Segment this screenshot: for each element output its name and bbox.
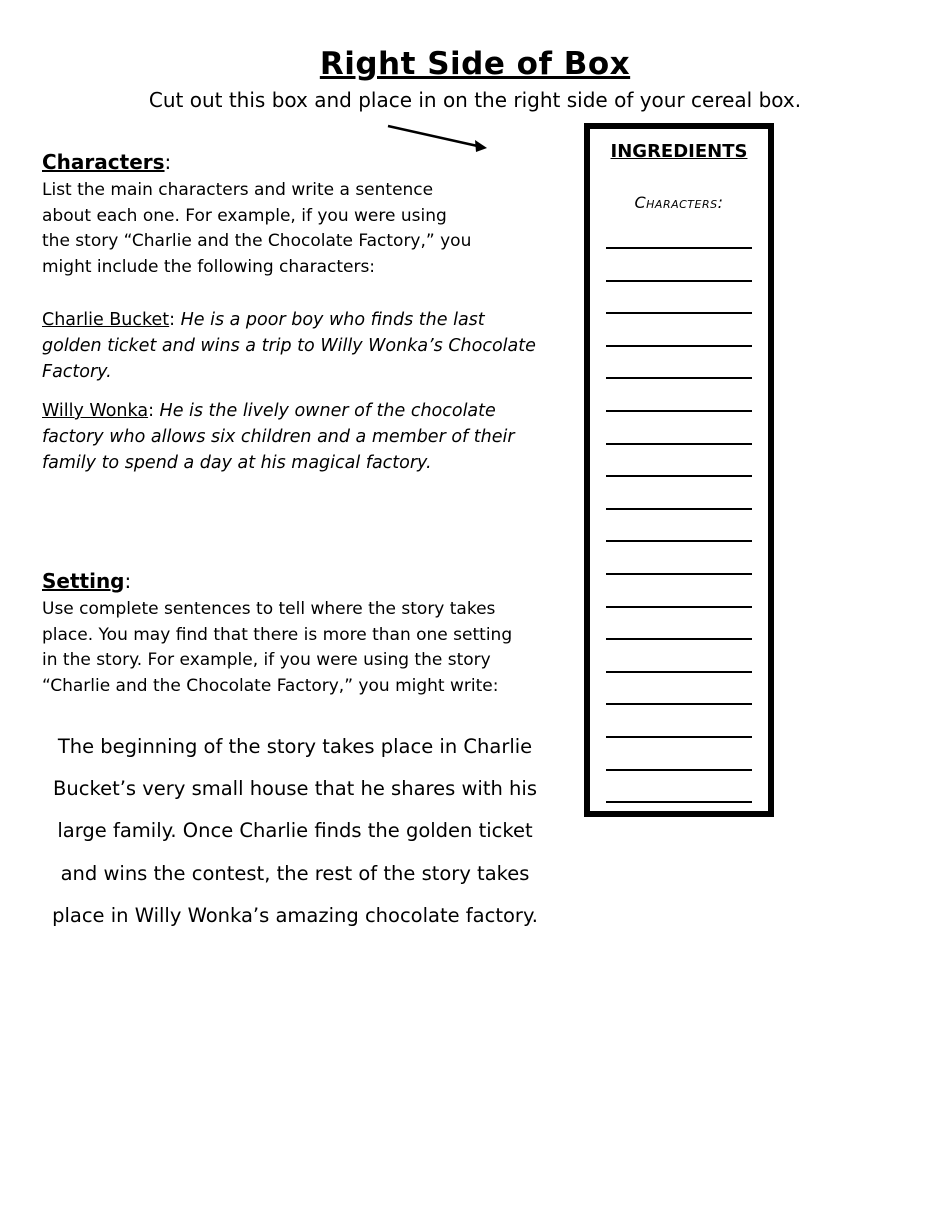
character-separator: : bbox=[169, 310, 176, 330]
characters-instructions: List the main characters and write a sentence about each one. For example, if you were using the story “Charlie and the Chocolate Factory,” you might include the following characters: bbox=[42, 180, 472, 277]
character-description: He is a poor boy who finds the last golden ticket and wins a trip to Willy Wonka’s Chocolate Factory. bbox=[42, 310, 536, 382]
blank-line bbox=[606, 801, 752, 803]
character-separator: : bbox=[148, 401, 154, 421]
setting-heading bbox=[42, 569, 131, 593]
character-entry bbox=[42, 307, 562, 385]
blank-line bbox=[606, 736, 752, 738]
ingredients-box bbox=[584, 123, 774, 817]
blank-line bbox=[606, 638, 752, 640]
character-name: Charlie Bucket bbox=[42, 310, 170, 330]
blank-line bbox=[606, 508, 752, 510]
ingredients-title: INGREDIENTS bbox=[610, 141, 748, 162]
blank-line bbox=[606, 280, 752, 282]
characters-heading bbox=[42, 150, 171, 174]
setting-example: The beginning of the story takes place in Charlie Bucket’s very small house that he shares with his large family. Once Charlie finds the golden ticket and wins the contest, the rest of the story takes place in Willy Wonka’s amazing chocolate factory. bbox=[52, 735, 538, 927]
blank-line bbox=[606, 345, 752, 347]
blank-line bbox=[606, 443, 752, 445]
blank-line bbox=[606, 247, 752, 249]
ingredients-characters-label: Characters: bbox=[634, 193, 724, 212]
setting-heading-colon: : bbox=[124, 569, 132, 593]
page-title: Right Side of Box bbox=[319, 46, 631, 82]
character-name: Willy Wonka bbox=[42, 401, 149, 421]
setting-heading-label: Setting bbox=[42, 569, 125, 593]
blank-line bbox=[606, 671, 752, 673]
blank-line bbox=[606, 769, 752, 771]
blank-line bbox=[606, 606, 752, 608]
characters-heading-colon: : bbox=[164, 150, 172, 174]
page-subtitle: Cut out this box and place in on the right side of your cereal box. bbox=[148, 88, 802, 112]
blank-line bbox=[606, 410, 752, 412]
arrow-right-icon bbox=[380, 118, 500, 158]
setting-instructions: Use complete sentences to tell where the story takes place. You may find that there is more than one setting in the story. For example, if you were using the story “Charlie and the Chocolate Factory,” you might write: bbox=[42, 599, 513, 696]
blank-line bbox=[606, 312, 752, 314]
blank-line bbox=[606, 703, 752, 705]
blank-line bbox=[606, 573, 752, 575]
blank-line bbox=[606, 540, 752, 542]
character-entry bbox=[42, 398, 562, 476]
character-description: He is the lively owner of the chocolate factory who allows six children and a member of their family to spend a day at his magical factory. bbox=[42, 401, 515, 473]
blank-line bbox=[606, 475, 752, 477]
blank-line bbox=[606, 377, 752, 379]
characters-heading-label: Characters bbox=[42, 150, 165, 174]
